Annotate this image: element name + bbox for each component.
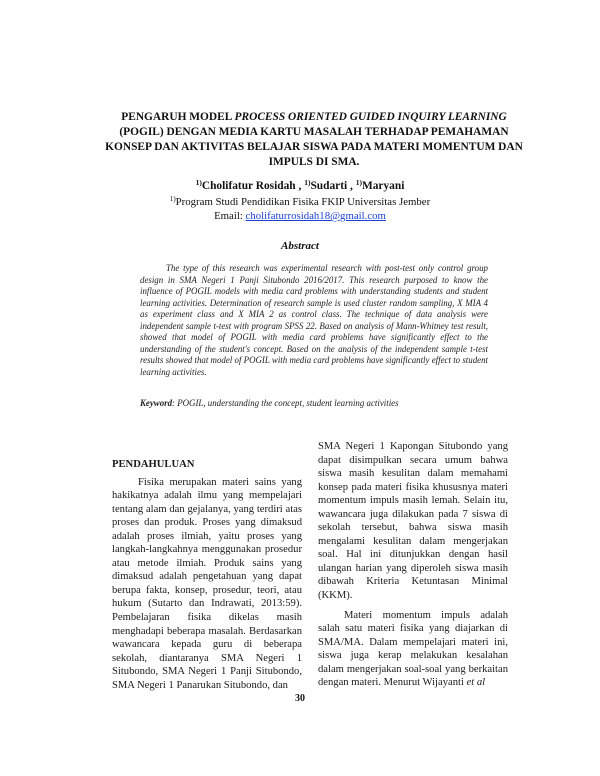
author-marker: 1): [355, 178, 362, 187]
right-column: [318, 440, 508, 690]
title-italic: PROCESS ORIENTED GUIDED INQUIRY LEARNING: [234, 111, 507, 123]
abstract-body: The type of this research was experimental research with post-test only control group design in SMA Negeri 1 Panji Situbondo 2016/2017. This research purposed to know the influence of POGIL models with media card problems with understanding students and student learning activities. Determination of research sample is used cluster random sampling, X MIA 4 as experiment class and X MIA 2 as control class. The technique of data analysis were independent sample t-test with program SPSS 22. Based on analysis of Mann-Whitney test result, showed that model of POGIL with media card problems have significantly effect to the understanding of the student's concept. Based on the analysis of the independent sample t-test results showed that model of POGIL with media card problems have significantly effect to student learning activities.: [140, 263, 488, 377]
left-column: [112, 458, 302, 692]
author-1: Cholifatur Rosidah ,: [201, 180, 302, 192]
paragraph-text: Materi momentum impuls adalah salah satu materi fisika yang diajarkan di SMA/MA. Dalam mempelajari materi ini, siswa juga kerap melakukan kesalahan dalam mengerjakan soal-soal yang berkaitan dengan materi. Menurut Wijayanti: [318, 609, 508, 689]
abstract-heading: Abstract: [281, 240, 319, 252]
author-list: [0, 178, 600, 192]
author-marker: 1): [195, 178, 202, 187]
affiliation-marker: 1): [169, 195, 176, 203]
author-marker: 1): [304, 178, 311, 187]
keyword-label: Keyword: [140, 398, 173, 408]
title-prefix: PENGARUH MODEL: [121, 111, 235, 123]
paragraph: SMA Negeri 1 Kapongan Situbondo yang dapat disimpulkan secara umum bahwa siswa masih kesulitan dalam memahami konsep pada materi fisika khususnya materi momentum impuls masih lemah. Selain itu, wawancara juga dilakukan pada 7 siswa di sekolah tersebut, bahwa siswa masih mengalami kesulitan dalam mengerjakan soal. Hal ini ditunjukkan dengan hasil ulangan harian yang diperoleh siswa masih dibawah Kriteria Ketuntasan Minimal (KKM).: [318, 441, 508, 602]
paragraph: Fisika merupakan materi sains yang hakikatnya adalah ilmu yang mempelajari tentang alam dan gejalanya, yang terdiri atas proses dan produk. Proses yang dimaksud adalah proses ilmiah, yaitu proses yang langkah-langkahnya menggunakan prosedur atau metode ilmiah. Produk sains yang dimaksud adalah pengetahuan yang dapat berupa fakta, konsep, prosedur, teori, atau hukum (Sutarto dan Indrawati, 2013:59). Pembelajaran fisika dikelas masih menghadapi beberapa masalah. Berdasarkan wawancara kepada guru di beberapa sekolah, diantaranya SMA Negeri 1 Situbondo, SMA Negeri 1 Panji Situbondo, SMA Negeri 1 Panarukan Situbondo, dan: [112, 476, 302, 691]
paragraph: [318, 609, 508, 690]
affiliation: [0, 195, 600, 208]
citation-italic: et al: [466, 677, 486, 689]
right-column-body: [318, 440, 508, 690]
section-heading: PENDAHULUAN: [112, 459, 195, 470]
author-2: Sudarti ,: [310, 180, 353, 192]
title-rest: (POGIL) DENGAN MEDIA KARTU MASALAH TERHADAP PEMAHAMAN KONSEP DAN AKTIVITAS BELAJAR SISWA PADA MATERI MOMENTUM DAN IMPULS DI SMA.: [105, 126, 523, 168]
keyword-line: [140, 398, 540, 408]
affiliation-text: Program Studi Pendidikan Fisika FKIP Universitas Jember: [175, 196, 431, 208]
author-3: Maryani: [361, 180, 405, 192]
email-label: Email:: [214, 210, 246, 222]
email-line: [0, 210, 600, 222]
email-link[interactable]: cholifaturrosidah18@gmail.com: [245, 210, 386, 222]
left-column-body: [112, 476, 302, 693]
page-number: 30: [295, 693, 305, 704]
paper-title: [105, 110, 523, 170]
keyword-text: : POGIL, understanding the concept, student learning activities: [172, 398, 399, 408]
